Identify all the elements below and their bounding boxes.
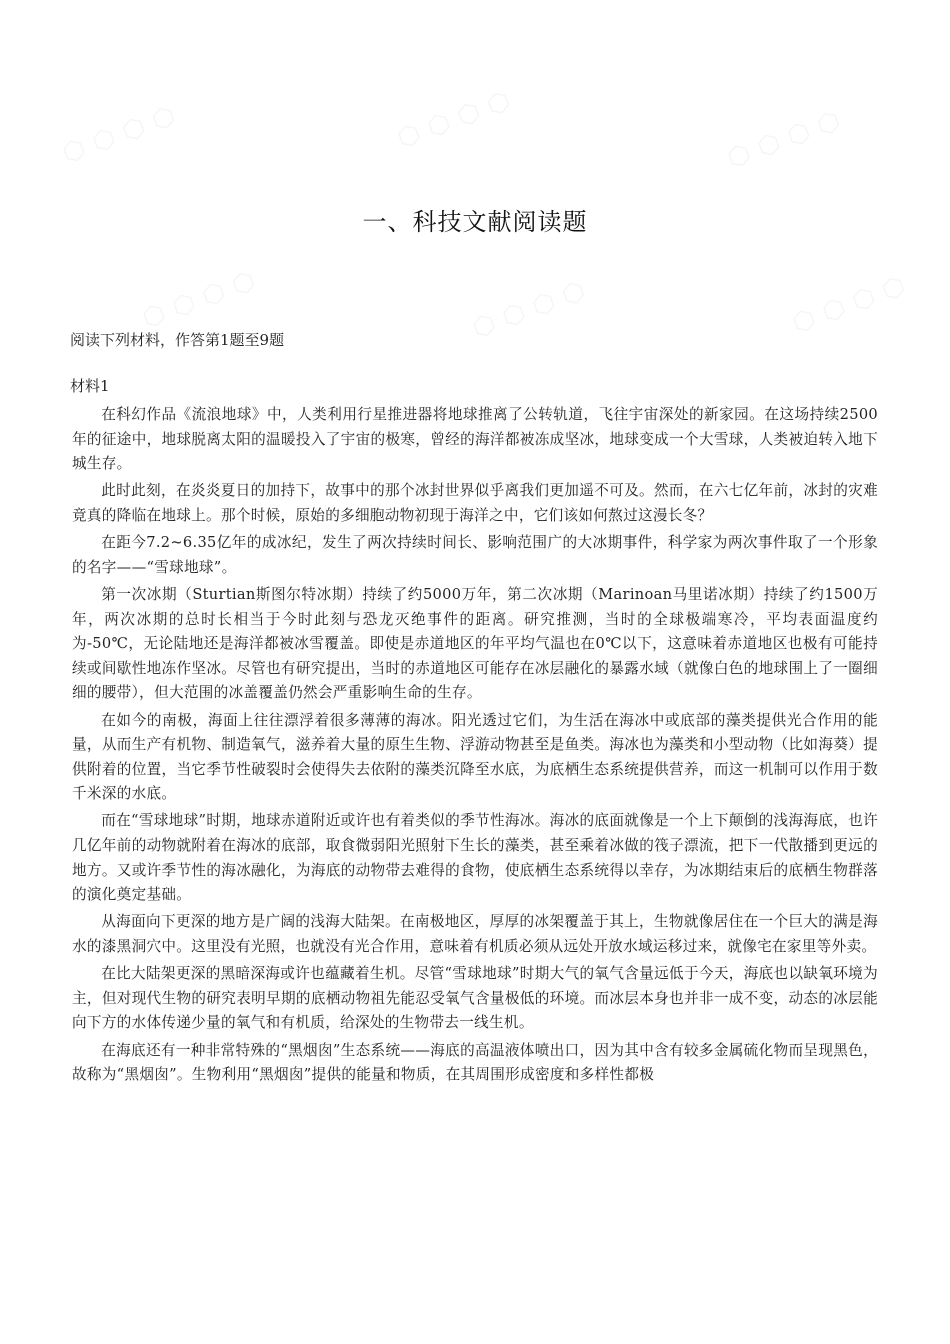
watermark <box>788 271 909 340</box>
paragraph: 此时此刻，在炎炎夏日的加持下，故事中的那个冰封世界似乎离我们更加遥不可及。然而，在六七亿年前，冰封的灾难竟真的降临在地球上。那个时候，原始的多细胞动物初现于海洋之中，它们该如何熬过这漫长冬？ <box>72 482 878 524</box>
instruction-text: 阅读下列材料，作答第1题至9题 <box>70 331 285 349</box>
paragraph: 第一次冰期（Sturtian斯图尔特冰期）持续了约5000万年，第二次冰期（Marinoan马里诺冰期）持续了约1500万年，两次冰期的总时长相当于今时此刻与恐龙灭绝事件的距离。研究推测，当时的全球极端寒冷，平均表面温度约为-50℃，无论陆地还是海洋都被冰雪覆盖。即使是赤道地区的年平均气温也在0℃以下，这意味着赤道地区也极有可能持续或间歇性地冻作坚冰。尽管也有研究提出，当时的赤道地区可能存在冰层融化的暴露水域（就像白色的地球围上了一圈细细的腰带），但大范围的冰盖覆盖仍然会严重影响生命的生存。 <box>72 585 878 702</box>
page-title: 一、科技文献阅读题 <box>362 208 588 236</box>
paragraph: 而在“雪球地球”时期，地球赤道附近或许也有着类似的季节性海冰。海冰的底面就像是一个上下颠倒的浅海海底，也许几亿年前的动物就附着在海冰的底部，取食微弱阳光照射下生长的藻类，甚至乘着冰做的筏子漂流，把下一代散播到更远的地方。又或许季节性的海冰融化，为海底的动物带去难得的食物，使底栖生态系统得以幸存，为冰期结束后的底栖生物群落的演化奠定基础。 <box>72 812 878 904</box>
watermark <box>468 276 589 345</box>
paragraph: 在科幻作品《流浪地球》中，人类利用行星推进器将地球推离了公转轨道，飞往宇宙深处的新家园。在这场持续2500年的征途中，地球脱离太阳的温暖投入了宇宙的极寒，曾经的海洋都被冻成坚冰，地球变成一个大雪球，人类被迫转入地下城生存。 <box>72 406 878 473</box>
paragraph: 在如今的南极，海面上往往漂浮着很多薄薄的海冰。阳光透过它们，为生活在海冰中或底部的藻类提供光合作用的能量，从而生产有机物、制造氧气，滋养着大量的原生生物、浮游动物甚至是鱼类。海冰也为藻类和小型动物（比如海葵）提供附着的位置，当它季节性破裂时会使得失去依附的藻类沉降至水底，为底栖生态系统提供营养，而这一机制可以作用于数千米深的水底。 <box>72 711 878 803</box>
paragraph: 在比大陆架更深的黑暗深海或许也蕴藏着生机。尽管“雪球地球”时期大气的氧气含量远低于今天，海底也以缺氧环境为主，但对现代生物的研究表明早期的底栖动物祖先能忍受氧气含量极低的环境。而冰层本身也并非一成不变，动态的冰层能向下方的水体传递少量的氧气和有机质，给深处的生物带去一线生机。 <box>72 965 878 1032</box>
watermark <box>723 106 844 175</box>
paragraph: 在距今7.2~6.35亿年的成冰纪，发生了两次持续时间长、影响范围广的大冰期事件，科学家为两次事件取了一个形象的名字——“雪球地球”。 <box>72 534 878 576</box>
material-label: 材料1 <box>70 377 110 395</box>
watermark <box>138 266 259 335</box>
article-body <box>72 403 878 1090</box>
watermark <box>393 86 514 155</box>
paragraph: 从海面向下更深的地方是广阔的浅海大陆架。在南极地区，厚厚的冰架覆盖于其上，生物就像居住在一个巨大的满是海水的漆黑洞穴中。这里没有光照，也就没有光合作用，意味着有机质必须从远处开放水域运移过来，就像宅在家里等外卖。 <box>72 913 878 956</box>
watermark <box>58 101 179 170</box>
paragraph: 在海底还有一种非常特殊的“黑烟囱”生态系统——海底的高温液体喷出口，因为其中含有较多金属硫化物而呈现黑色，故称为“黑烟囱”。生物利用“黑烟囱”提供的能量和物质，在其周围形成密度和多样性都极 <box>72 1041 878 1084</box>
